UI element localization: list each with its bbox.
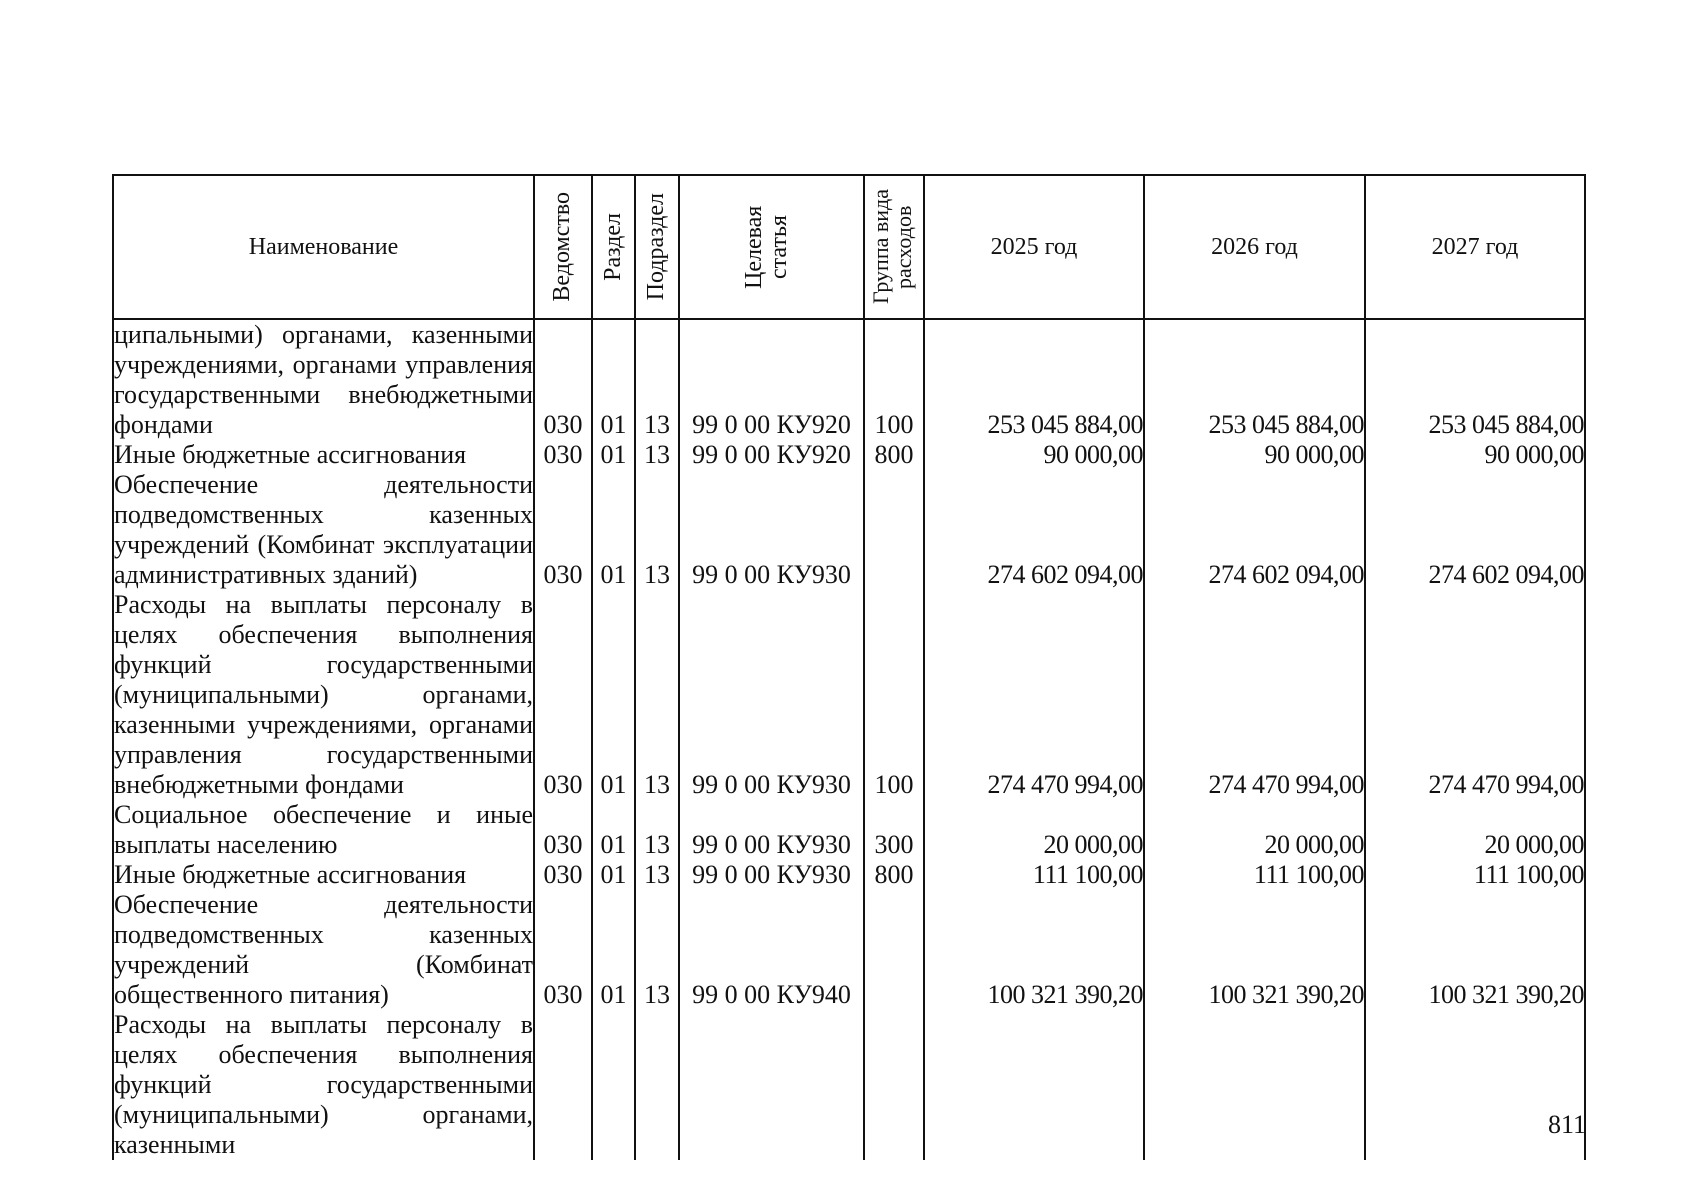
name-cell: Иные бюджетные ассигнования [113, 440, 534, 470]
vid-raskhodov-cell [864, 470, 924, 590]
header-2026: 2026 год [1144, 175, 1365, 319]
name-cell: Расходы на выплаты персоналу в целях обеспечения выполнения функций государственными (муниципальными) органами, казенными [114, 1010, 533, 1159]
table-row [113, 590, 1585, 800]
amount-2025-cell: 20 000,00 [924, 800, 1144, 860]
amount-2027-cell: 90 000,00 [1365, 440, 1585, 470]
table-row [113, 860, 1585, 890]
name-cell: Обеспечение деятельности подведомственных казенных учреждений (Комбинат общественного питания) [114, 890, 533, 1009]
amount-2025-cell [924, 1010, 1144, 1160]
amount-2027-cell: 111 100,00 [1365, 860, 1585, 890]
podrazdel-cell: 13 [635, 890, 679, 1010]
tselevaya-statya-cell: 99 0 00 КУ920 [679, 440, 864, 470]
podrazdel-cell [635, 1010, 679, 1160]
amount-2025-cell: 253 045 884,00 [924, 319, 1144, 440]
tselevaya-statya-cell: 99 0 00 КУ920 [679, 319, 864, 440]
page-number: 811 [1548, 1110, 1587, 1139]
vid-raskhodov-cell [864, 890, 924, 1010]
table-row [113, 319, 1585, 440]
razdel-cell: 01 [592, 470, 635, 590]
table-row [113, 470, 1585, 590]
razdel-cell: 01 [592, 590, 635, 800]
name-cell: ципальными) органами, казенными учреждениями, органами управления государственными внебюджетными фондами [114, 320, 533, 439]
vedomstvo-cell: 030 [534, 860, 592, 890]
amount-2026-cell: 274 470 994,00 [1144, 590, 1365, 800]
podrazdel-cell: 13 [635, 470, 679, 590]
table-row [113, 800, 1585, 860]
amount-2026-cell: 90 000,00 [1144, 440, 1365, 470]
header-vedomstvo: Ведомство [534, 175, 592, 319]
vedomstvo-cell: 030 [534, 319, 592, 440]
header-tselevaya-statya: Целевая статья [679, 175, 864, 319]
name-cell: Иные бюджетные ассигнования [113, 860, 534, 890]
amount-2026-cell: 100 321 390,20 [1144, 890, 1365, 1010]
podrazdel-cell: 13 [635, 800, 679, 860]
name-cell: Расходы на выплаты персоналу в целях обеспечения выполнения функций государственными (муниципальными) органами, казенными учреждениями, органами управления государственными внебюджетными фондами [114, 590, 533, 799]
amount-2026-cell: 274 602 094,00 [1144, 470, 1365, 590]
tselevaya-statya-cell: 99 0 00 КУ930 [679, 800, 864, 860]
budget-table [112, 174, 1586, 1160]
amount-2026-cell: 253 045 884,00 [1144, 319, 1365, 440]
amount-2027-cell: 274 470 994,00 [1365, 590, 1585, 800]
razdel-cell [592, 1010, 635, 1160]
podrazdel-cell: 13 [635, 319, 679, 440]
tselevaya-statya-cell: 99 0 00 КУ940 [679, 890, 864, 1010]
header-razdel: Раздел [592, 175, 635, 319]
vid-raskhodov-cell: 100 [864, 319, 924, 440]
podrazdel-cell: 13 [635, 440, 679, 470]
vid-raskhodov-cell: 800 [864, 860, 924, 890]
header-name: Наименование [113, 175, 534, 319]
header-podrazdel: Подраздел [635, 175, 679, 319]
name-cell: Обеспечение деятельности подведомственных казенных учреждений (Комбинат эксплуатации административных зданий) [114, 470, 533, 589]
vedomstvo-cell: 030 [534, 890, 592, 1010]
podrazdel-cell: 13 [635, 590, 679, 800]
amount-2026-cell: 111 100,00 [1144, 860, 1365, 890]
table-header-row [113, 175, 1585, 319]
header-2027: 2027 год [1365, 175, 1585, 319]
razdel-cell: 01 [592, 800, 635, 860]
amount-2025-cell: 111 100,00 [924, 860, 1144, 890]
vid-raskhodov-cell: 800 [864, 440, 924, 470]
amount-2026-cell [1144, 1010, 1365, 1160]
podrazdel-cell: 13 [635, 860, 679, 890]
amount-2027-cell: 100 321 390,20 [1365, 890, 1585, 1010]
header-gruppa-vida-raskhodov: Группа вида расходов [864, 175, 924, 319]
table-row [113, 890, 1585, 1010]
amount-2026-cell: 20 000,00 [1144, 800, 1365, 860]
amount-2025-cell: 274 602 094,00 [924, 470, 1144, 590]
amount-2027-cell: 253 045 884,00 [1365, 319, 1585, 440]
tselevaya-statya-cell: 99 0 00 КУ930 [679, 470, 864, 590]
razdel-cell: 01 [592, 319, 635, 440]
vid-raskhodov-cell [864, 1010, 924, 1160]
table-row [113, 440, 1585, 470]
amount-2025-cell: 90 000,00 [924, 440, 1144, 470]
vedomstvo-cell: 030 [534, 800, 592, 860]
tselevaya-statya-cell: 99 0 00 КУ930 [679, 590, 864, 800]
razdel-cell: 01 [592, 890, 635, 1010]
vid-raskhodov-cell: 100 [864, 590, 924, 800]
vedomstvo-cell: 030 [534, 470, 592, 590]
vedomstvo-cell: 030 [534, 440, 592, 470]
name-cell: Социальное обеспечение и иные выплаты населению [114, 800, 533, 859]
razdel-cell: 01 [592, 860, 635, 890]
vid-raskhodov-cell: 300 [864, 800, 924, 860]
amount-2025-cell: 274 470 994,00 [924, 590, 1144, 800]
amount-2027-cell: 20 000,00 [1365, 800, 1585, 860]
header-2025: 2025 год [924, 175, 1144, 319]
vedomstvo-cell: 030 [534, 590, 592, 800]
table-body [113, 319, 1585, 1160]
amount-2025-cell: 100 321 390,20 [924, 890, 1144, 1010]
razdel-cell: 01 [592, 440, 635, 470]
table-row [113, 1010, 1585, 1160]
tselevaya-statya-cell: 99 0 00 КУ930 [679, 860, 864, 890]
tselevaya-statya-cell [679, 1010, 864, 1160]
vedomstvo-cell [534, 1010, 592, 1160]
amount-2027-cell: 274 602 094,00 [1365, 470, 1585, 590]
